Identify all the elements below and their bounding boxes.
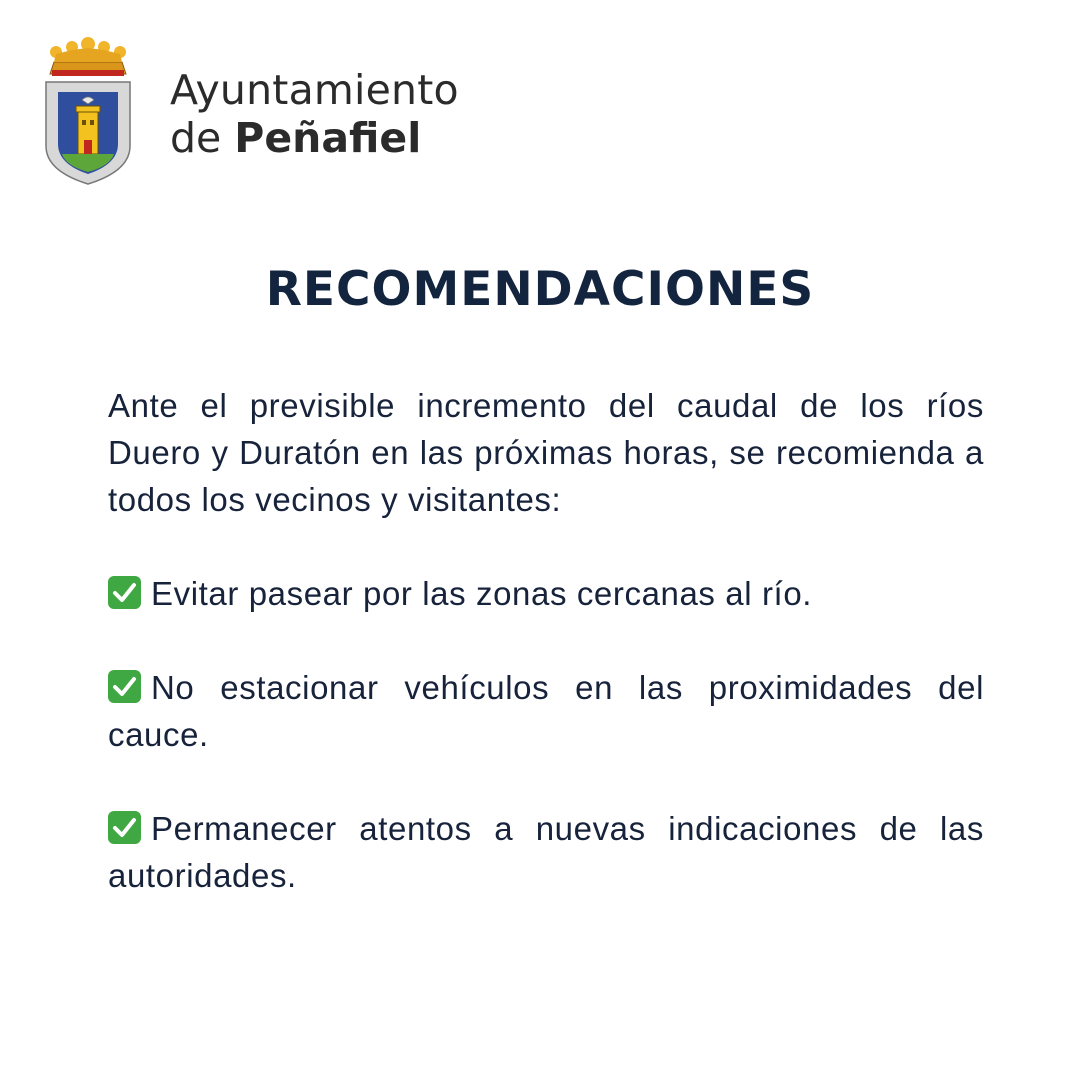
coat-of-arms-icon: [40, 36, 136, 186]
recommendation-text: Evitar pasear por las zonas cercanas al río.: [151, 575, 813, 612]
check-mark-icon: [108, 670, 141, 703]
recommendations-body: [108, 382, 984, 899]
recommendation-item: [108, 570, 984, 617]
brand-line-2: [170, 114, 459, 162]
brand-prefix: de: [170, 114, 235, 162]
check-mark-icon: [108, 576, 141, 609]
recommendation-text: Permanecer atentos a nuevas indicaciones de las autoridades.: [108, 810, 984, 894]
page-title: RECOMENDACIONES: [265, 262, 815, 317]
header: [40, 36, 459, 186]
brand-name: [170, 66, 459, 162]
brand-line-1: Ayuntamiento: [170, 66, 459, 114]
recommendation-item: [108, 805, 984, 899]
intro-paragraph: Ante el previsible incremento del caudal de los ríos Duero y Duratón en las próximas horas, se recomienda a todos los vecinos y visitantes:: [108, 387, 984, 518]
recommendation-text: No estacionar vehículos en las proximidades del cauce.: [108, 669, 984, 753]
brand-town: Peñafiel: [234, 114, 422, 162]
check-mark-icon: [108, 811, 141, 844]
recommendation-item: [108, 664, 984, 758]
